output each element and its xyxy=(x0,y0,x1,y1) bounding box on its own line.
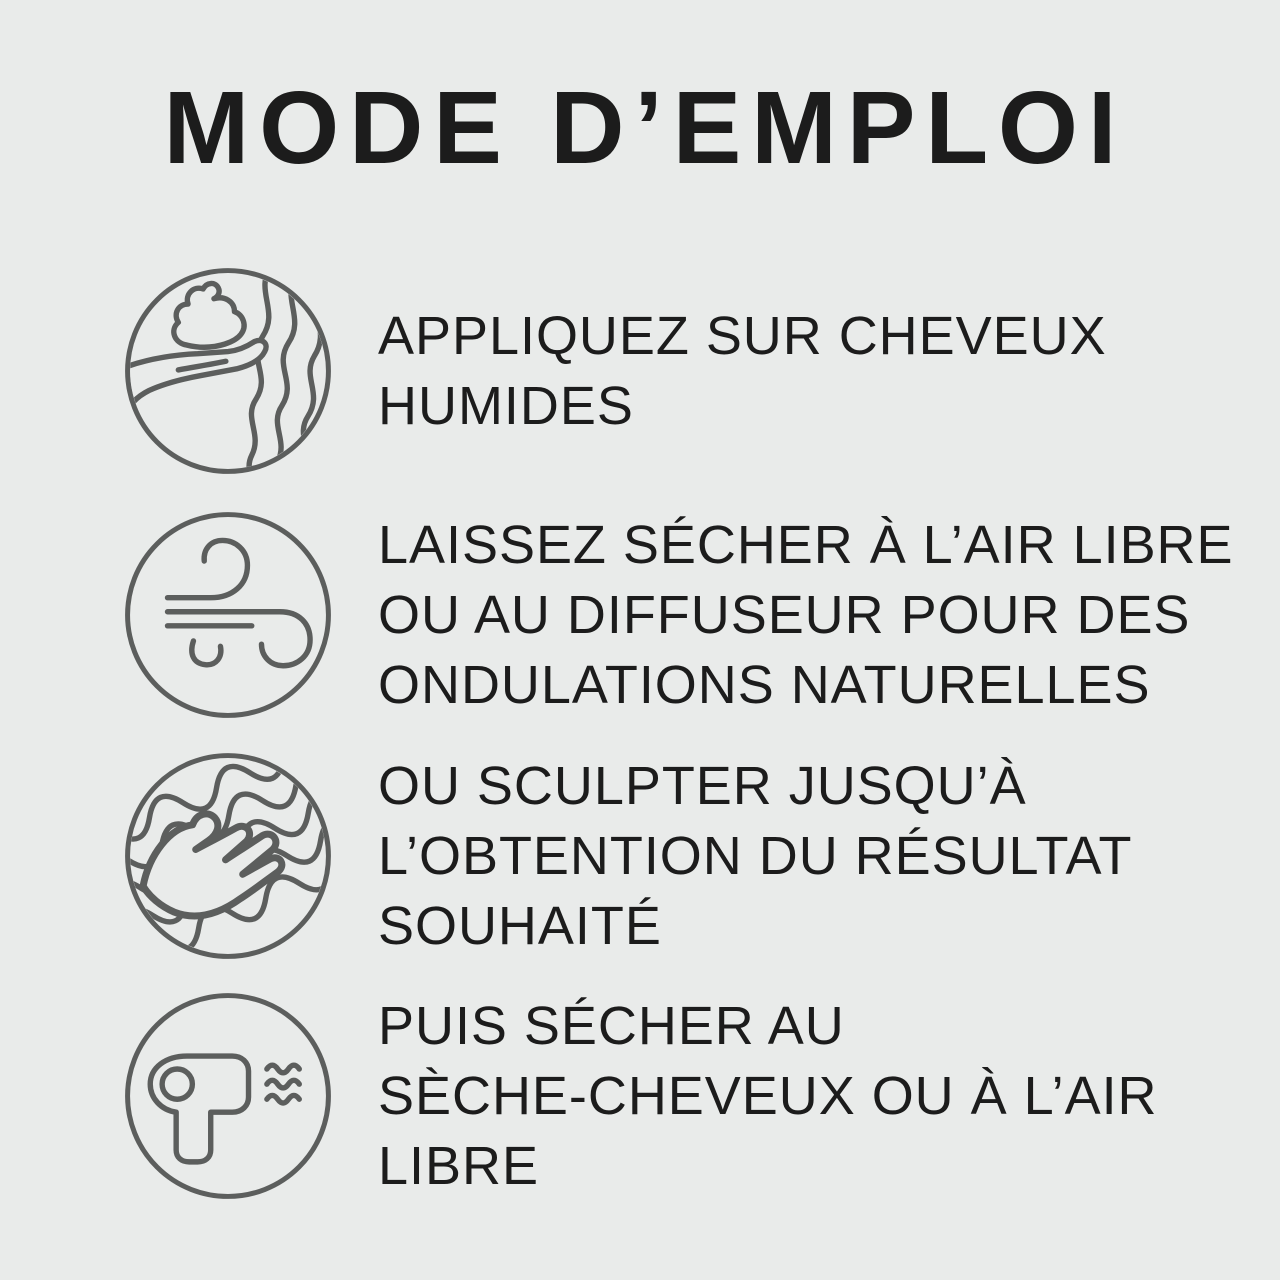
page-title: MODE D’EMPLOI xyxy=(163,70,1127,185)
step-line: APPLIQUEZ SUR CHEVEUX xyxy=(378,306,1107,366)
air-dry-wind-icon xyxy=(120,507,336,723)
step-line: OU AU DIFFUSEUR POUR DES xyxy=(378,585,1191,645)
step-text-apply xyxy=(378,301,1107,441)
step-row-apply xyxy=(120,263,1107,479)
step-line: L’OBTENTION DU RÉSULTAT xyxy=(378,826,1133,886)
step-text-blow-dry xyxy=(378,991,1158,1201)
step-line: HUMIDES xyxy=(378,376,634,436)
step-line: SÈCHE-CHEVEUX OU À L’AIR xyxy=(378,1066,1158,1126)
step-row-air-dry xyxy=(120,507,1234,723)
step-line: PUIS SÉCHER AU xyxy=(378,996,845,1056)
step-row-scrunch xyxy=(120,748,1132,964)
hand-scrunch-hair-icon xyxy=(120,748,336,964)
step-row-blow-dry xyxy=(120,988,1158,1204)
step-line: OU SCULPTER JUSQU’À xyxy=(378,756,1027,816)
step-text-scrunch xyxy=(378,751,1132,961)
step-text-air-dry xyxy=(378,510,1234,720)
step-line: SOUHAITÉ xyxy=(378,896,662,956)
step-line: LIBRE xyxy=(378,1136,539,1196)
step-line: LAISSEZ SÉCHER À L’AIR LIBRE xyxy=(378,515,1234,575)
step-line: ONDULATIONS NATURELLES xyxy=(378,655,1151,715)
hair-dryer-icon xyxy=(120,988,336,1204)
mousse-in-hand-icon xyxy=(120,263,336,479)
